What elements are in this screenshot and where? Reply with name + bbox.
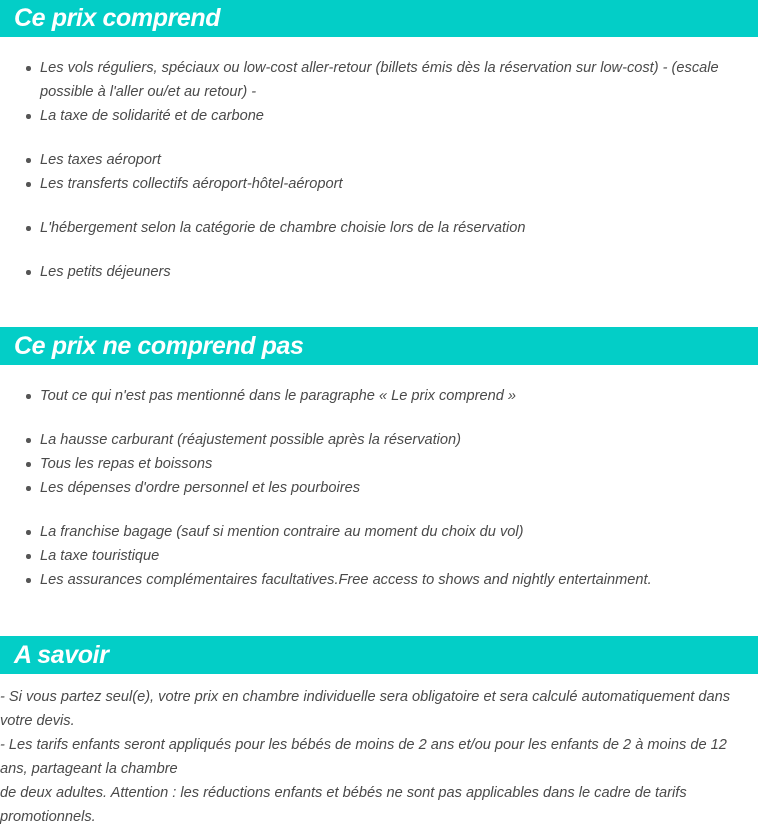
section-header-ce-prix-comprend: Ce prix comprend: [0, 0, 758, 37]
list-item: La taxe de solidarité et de carbone: [0, 104, 758, 128]
included-items-list-group-2: [0, 148, 758, 196]
list-item: La hausse carburant (réajustement possible après la réservation): [0, 428, 758, 452]
note-paragraph: de deux adultes. Attention : les réductions enfants et bébés ne sont pas applicables dans le cadre de tarifs promotionnels.: [0, 785, 687, 825]
excluded-items-list: [0, 384, 758, 408]
spacer: [0, 408, 758, 428]
spacer: [0, 37, 758, 56]
spacer: [0, 240, 758, 260]
note-paragraph: - Les tarifs enfants seront appliqués pour les bébés de moins de 2 ans et/ou pour les enfants de 2 à moins de 12 ans, partageant la chambre: [0, 737, 727, 777]
note-paragraph: - Si vous partez seul(e), votre prix en chambre individuelle sera obligatoire et sera calculé automatiquement dans votre devis.: [0, 689, 731, 729]
spacer: [0, 128, 758, 148]
included-items-list-group-4: [0, 260, 758, 284]
spacer: [0, 284, 758, 327]
section-header-a-savoir: A savoir: [0, 636, 758, 674]
spacer: [0, 196, 758, 216]
included-items-list: [0, 56, 758, 128]
list-item: Les petits déjeuners: [0, 260, 758, 284]
spacer: [0, 365, 758, 384]
list-item: Tous les repas et boissons: [0, 452, 758, 476]
list-item: Les vols réguliers, spéciaux ou low-cost aller-retour (billets émis dès la réservation sur low-cost) - (escale possible à l'aller ou/et au retour) -: [0, 56, 758, 104]
included-items-list-group-3: [0, 216, 758, 240]
excluded-items-list-group-3: [0, 520, 758, 592]
list-item: La taxe touristique: [0, 544, 758, 568]
spacer: [0, 500, 758, 520]
a-savoir-note-block: [0, 674, 758, 829]
list-item: La franchise bagage (sauf si mention contraire au moment du choix du vol): [0, 520, 758, 544]
list-item: Les taxes aéroport: [0, 148, 758, 172]
spacer: [0, 592, 758, 636]
section-header-ce-prix-ne-comprend-pas: Ce prix ne comprend pas: [0, 327, 758, 365]
list-item: L'hébergement selon la catégorie de chambre choisie lors de la réservation: [0, 216, 758, 240]
list-item: Les assurances complémentaires facultatives.Free access to shows and nightly entertainment.: [0, 568, 758, 592]
list-item: Les transferts collectifs aéroport-hôtel-aéroport: [0, 172, 758, 196]
list-item: Les dépenses d'ordre personnel et les pourboires: [0, 476, 758, 500]
list-item: Tout ce qui n'est pas mentionné dans le paragraphe « Le prix comprend »: [0, 384, 758, 408]
excluded-items-list-group-2: [0, 428, 758, 500]
